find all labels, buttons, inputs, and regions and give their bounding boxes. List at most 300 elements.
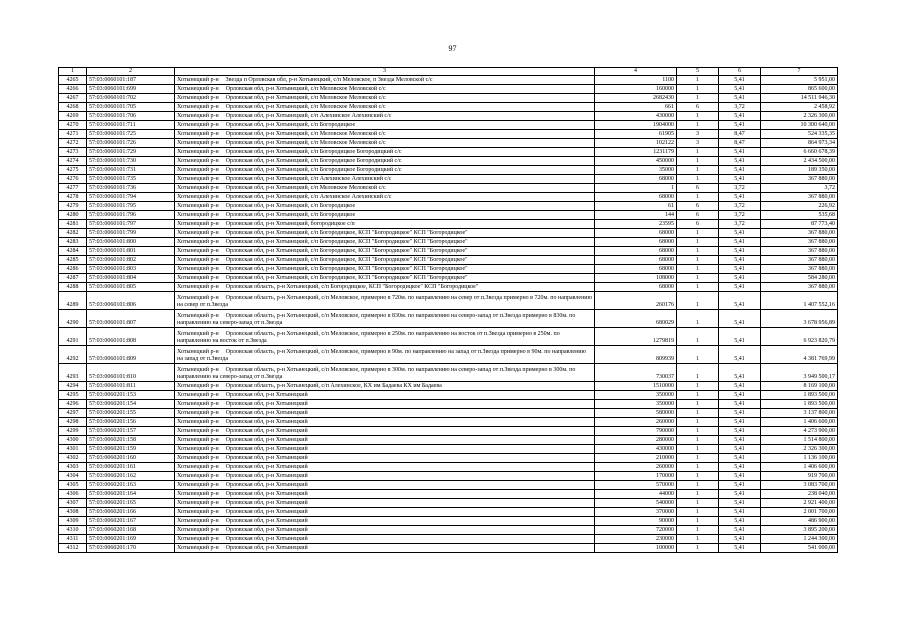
district-text: Хотынецкий р-н bbox=[177, 283, 219, 290]
cadastral-number-cell: 57:03:0060201:159 bbox=[87, 445, 175, 454]
district-text: Хотынецкий р-н bbox=[177, 121, 219, 128]
table-row bbox=[59, 265, 838, 274]
area-cell: 430000 bbox=[595, 112, 677, 121]
table-header-row bbox=[59, 68, 838, 76]
rate-cell: 5,41 bbox=[719, 481, 761, 490]
location-cell bbox=[175, 274, 595, 283]
district-text: Хотынецкий р-н bbox=[177, 247, 219, 254]
rate-cell: 5,41 bbox=[719, 463, 761, 472]
district-text: Хотынецкий р-н bbox=[177, 274, 219, 281]
location-cell bbox=[175, 265, 595, 274]
cadastral-number-cell: 57:03:0060201:168 bbox=[87, 526, 175, 535]
address-text: Орловская обл, р-н Хотынецкий, с/п Меловское Меловской с/с bbox=[225, 85, 386, 92]
category-cell: 1 bbox=[677, 346, 719, 364]
value-cell: 535,68 bbox=[761, 211, 838, 220]
cadastral-number-cell: 57:03:0060101:806 bbox=[87, 292, 175, 310]
row-number-cell: 4275 bbox=[59, 166, 87, 175]
value-cell: 1 893 500,00 bbox=[761, 400, 838, 409]
value-cell: 3,72 bbox=[761, 184, 838, 193]
rate-cell: 5,41 bbox=[719, 238, 761, 247]
district-text: Хотынецкий р-н bbox=[177, 265, 219, 272]
land-registry-table bbox=[58, 67, 838, 553]
value-cell: 367 880,00 bbox=[761, 193, 838, 202]
cadastral-number-cell: 57:03:0060101:731 bbox=[87, 166, 175, 175]
cadastral-number-cell: 57:03:0060201:153 bbox=[87, 391, 175, 400]
location-cell bbox=[175, 292, 595, 310]
category-cell: 1 bbox=[677, 148, 719, 157]
address-text: Звезда п Орловская обл, р-н Хотынецкий, с/п Меловское, п Звезда Меловской с/с bbox=[225, 76, 433, 83]
row-number-cell: 4307 bbox=[59, 499, 87, 508]
area-cell: 720000 bbox=[595, 526, 677, 535]
table-row bbox=[59, 490, 838, 499]
location-cell bbox=[175, 76, 595, 85]
category-cell: 1 bbox=[677, 193, 719, 202]
rate-cell: 5,41 bbox=[719, 310, 761, 328]
cadastral-number-cell: 57:03:0060101:795 bbox=[87, 202, 175, 211]
cadastral-number-cell: 57:03:0060101:809 bbox=[87, 346, 175, 364]
location-cell bbox=[175, 508, 595, 517]
category-cell: 1 bbox=[677, 265, 719, 274]
value-cell: 87 773,40 bbox=[761, 220, 838, 229]
location-cell bbox=[175, 238, 595, 247]
rate-cell: 5,41 bbox=[719, 229, 761, 238]
value-cell: 1 893 500,00 bbox=[761, 391, 838, 400]
category-cell: 1 bbox=[677, 481, 719, 490]
rate-cell: 5,41 bbox=[719, 535, 761, 544]
row-number-cell: 4297 bbox=[59, 409, 87, 418]
location-cell bbox=[175, 121, 595, 130]
row-number-cell: 4303 bbox=[59, 463, 87, 472]
table-row bbox=[59, 400, 838, 409]
value-cell: 6 923 820,79 bbox=[761, 328, 838, 346]
location-cell bbox=[175, 454, 595, 463]
table-row bbox=[59, 94, 838, 103]
area-cell: 730037 bbox=[595, 364, 677, 382]
rate-cell: 5,41 bbox=[719, 544, 761, 553]
area-cell: 108000 bbox=[595, 274, 677, 283]
address-text: Орловская обл, р-н Хотынецкий bbox=[225, 499, 308, 506]
area-cell: 350000 bbox=[595, 400, 677, 409]
location-cell bbox=[175, 526, 595, 535]
district-text: Хотынецкий р-н bbox=[177, 508, 219, 515]
row-number-cell: 4293 bbox=[59, 364, 87, 382]
row-number-cell: 4291 bbox=[59, 328, 87, 346]
column-header: 5 bbox=[677, 68, 719, 76]
location-cell bbox=[175, 463, 595, 472]
district-text: Хотынецкий р-н bbox=[177, 367, 219, 373]
district-text: Хотынецкий р-н bbox=[177, 544, 219, 551]
location-cell bbox=[175, 211, 595, 220]
location-cell bbox=[175, 436, 595, 445]
table-row bbox=[59, 166, 838, 175]
rate-cell: 5,41 bbox=[719, 364, 761, 382]
location-cell bbox=[175, 310, 595, 328]
row-number-cell: 4302 bbox=[59, 454, 87, 463]
district-text: Хотынецкий р-н bbox=[177, 331, 219, 337]
row-number-cell: 4276 bbox=[59, 175, 87, 184]
category-cell: 1 bbox=[677, 364, 719, 382]
table-row bbox=[59, 364, 838, 382]
location-cell bbox=[175, 328, 595, 346]
location-cell bbox=[175, 535, 595, 544]
address-text: Орловская обл, р-н Хотынецкий bbox=[225, 400, 308, 407]
rate-cell: 5,41 bbox=[719, 445, 761, 454]
row-number-cell: 4287 bbox=[59, 274, 87, 283]
value-cell: 367 880,00 bbox=[761, 238, 838, 247]
row-number-cell: 4284 bbox=[59, 247, 87, 256]
row-number-cell: 4267 bbox=[59, 94, 87, 103]
category-cell: 6 bbox=[677, 103, 719, 112]
value-cell: 4 381 769,99 bbox=[761, 346, 838, 364]
cadastral-number-cell: 57:03:0060201:164 bbox=[87, 490, 175, 499]
value-cell: 3 137 800,00 bbox=[761, 409, 838, 418]
location-cell bbox=[175, 130, 595, 139]
location-cell bbox=[175, 283, 595, 292]
value-cell: 5 951,00 bbox=[761, 76, 838, 85]
rate-cell: 5,41 bbox=[719, 85, 761, 94]
category-cell: 1 bbox=[677, 229, 719, 238]
table-row bbox=[59, 310, 838, 328]
row-number-cell: 4310 bbox=[59, 526, 87, 535]
category-cell: 1 bbox=[677, 94, 719, 103]
row-number-cell: 4309 bbox=[59, 517, 87, 526]
rate-cell: 3,72 bbox=[719, 220, 761, 229]
table-row bbox=[59, 463, 838, 472]
area-cell: 68000 bbox=[595, 238, 677, 247]
area-cell: 68000 bbox=[595, 247, 677, 256]
district-text: Хотынецкий р-н bbox=[177, 535, 219, 542]
category-cell: 1 bbox=[677, 274, 719, 283]
cadastral-number-cell: 57:03:0060101:736 bbox=[87, 184, 175, 193]
category-cell: 1 bbox=[677, 166, 719, 175]
location-cell bbox=[175, 544, 595, 553]
cadastral-number-cell: 57:03:0060201:169 bbox=[87, 535, 175, 544]
value-cell: 2 001 700,00 bbox=[761, 508, 838, 517]
category-cell: 1 bbox=[677, 544, 719, 553]
district-text: Хотынецкий р-н bbox=[177, 85, 219, 92]
district-text: Хотынецкий р-н bbox=[177, 220, 219, 227]
area-cell: 61 bbox=[595, 202, 677, 211]
row-number-cell: 4268 bbox=[59, 103, 87, 112]
address-text: Орловская обл, р-н Хотынецкий bbox=[225, 535, 308, 542]
area-cell: 35000 bbox=[595, 166, 677, 175]
rate-cell: 5,41 bbox=[719, 121, 761, 130]
address-text: Орловская обл, р-н Хотынецкий, с/п Богородицкое bbox=[225, 211, 356, 218]
table-row bbox=[59, 499, 838, 508]
rate-cell: 5,41 bbox=[719, 148, 761, 157]
district-text: Хотынецкий р-н bbox=[177, 472, 219, 479]
value-cell: 367 880,00 bbox=[761, 247, 838, 256]
address-text: Орловская обл, р-н Хотынецкий, с/п Алехинское Алехинский с/с bbox=[225, 175, 392, 182]
rate-cell: 5,41 bbox=[719, 454, 761, 463]
cadastral-number-cell: 57:03:0060201:158 bbox=[87, 436, 175, 445]
row-number-cell: 4295 bbox=[59, 391, 87, 400]
row-number-cell: 4265 bbox=[59, 76, 87, 85]
category-cell: 6 bbox=[677, 202, 719, 211]
location-cell bbox=[175, 85, 595, 94]
column-header: 4 bbox=[595, 68, 677, 76]
address-text: Орловская область, р-н Хотынецкий, с/п Меловское, примерно в 90м. по направлению на запад от п.Звезда примерно в 90м. по направлению на запад от п.Звезда bbox=[177, 349, 586, 362]
category-cell: 1 bbox=[677, 472, 719, 481]
table-row bbox=[59, 454, 838, 463]
table-row bbox=[59, 112, 838, 121]
location-cell bbox=[175, 364, 595, 382]
address-text: Орловская обл, р-н Хотынецкий bbox=[225, 436, 308, 443]
rate-cell: 5,41 bbox=[719, 157, 761, 166]
address-text: Орловская обл, р-н Хотынецкий, с/п Богородицкое, КСП "Богородицкое" КСП "Богородицкое" bbox=[225, 274, 468, 281]
area-cell: 1510000 bbox=[595, 382, 677, 391]
category-cell: 1 bbox=[677, 490, 719, 499]
rate-cell: 5,41 bbox=[719, 76, 761, 85]
table-row bbox=[59, 418, 838, 427]
table-row bbox=[59, 247, 838, 256]
row-number-cell: 4306 bbox=[59, 490, 87, 499]
column-header: 6 bbox=[719, 68, 761, 76]
area-cell: 570000 bbox=[595, 481, 677, 490]
table-row bbox=[59, 445, 838, 454]
location-cell bbox=[175, 346, 595, 364]
category-cell: 3 bbox=[677, 139, 719, 148]
row-number-cell: 4288 bbox=[59, 283, 87, 292]
value-cell: 524 335,35 bbox=[761, 130, 838, 139]
value-cell: 1 136 100,00 bbox=[761, 454, 838, 463]
table-row bbox=[59, 436, 838, 445]
cadastral-number-cell: 57:03:0060201:161 bbox=[87, 463, 175, 472]
district-text: Хотынецкий р-н bbox=[177, 517, 219, 524]
area-cell: 2682430 bbox=[595, 94, 677, 103]
cadastral-number-cell: 57:03:0060101:730 bbox=[87, 157, 175, 166]
area-cell: 661 bbox=[595, 103, 677, 112]
cadastral-number-cell: 57:03:0060101:711 bbox=[87, 121, 175, 130]
cadastral-number-cell: 57:03:0060201:160 bbox=[87, 454, 175, 463]
row-number-cell: 4281 bbox=[59, 220, 87, 229]
area-cell: 540000 bbox=[595, 499, 677, 508]
address-text: Орловская обл, р-н Хотынецкий, с/п Богородицкое Богородицкий с/с bbox=[225, 157, 402, 164]
location-cell bbox=[175, 229, 595, 238]
location-cell bbox=[175, 472, 595, 481]
area-cell: 1904000 bbox=[595, 121, 677, 130]
category-cell: 1 bbox=[677, 454, 719, 463]
table-row bbox=[59, 202, 838, 211]
table-row bbox=[59, 535, 838, 544]
row-number-cell: 4301 bbox=[59, 445, 87, 454]
column-header: 2 bbox=[87, 68, 175, 76]
district-text: Хотынецкий р-н bbox=[177, 427, 219, 434]
table-row bbox=[59, 157, 838, 166]
address-text: Орловская обл, р-н Хотынецкий, с/п Богородицкое, КСП "Богородицкое" КСП "Богородицкое" bbox=[225, 238, 468, 245]
value-cell: 3 083 700,00 bbox=[761, 481, 838, 490]
location-cell bbox=[175, 418, 595, 427]
value-cell: 486 900,00 bbox=[761, 517, 838, 526]
cadastral-number-cell: 57:03:0060201:157 bbox=[87, 427, 175, 436]
cadastral-number-cell: 57:03:0060101:799 bbox=[87, 229, 175, 238]
rate-cell: 5,41 bbox=[719, 418, 761, 427]
rate-cell: 8,47 bbox=[719, 139, 761, 148]
category-cell: 1 bbox=[677, 499, 719, 508]
location-cell bbox=[175, 175, 595, 184]
address-text: Орловская область, р-н Хотынецкий, с/п Меловское, примерно в 720м. по направлению на север от п.Звезда примерно в 720м. по направлению на север от п.Звезда bbox=[177, 295, 592, 308]
table-row bbox=[59, 274, 838, 283]
rate-cell: 5,41 bbox=[719, 517, 761, 526]
district-text: Хотынецкий р-н bbox=[177, 94, 219, 101]
category-cell: 1 bbox=[677, 427, 719, 436]
rate-cell: 5,41 bbox=[719, 436, 761, 445]
value-cell: 367 880,00 bbox=[761, 175, 838, 184]
category-cell: 1 bbox=[677, 526, 719, 535]
row-number-cell: 4305 bbox=[59, 481, 87, 490]
area-cell: 680029 bbox=[595, 310, 677, 328]
rate-cell: 5,41 bbox=[719, 175, 761, 184]
address-text: Орловская обл, р-н Хотынецкий bbox=[225, 490, 308, 497]
value-cell: 541 000,00 bbox=[761, 544, 838, 553]
district-text: Хотынецкий р-н bbox=[177, 463, 219, 470]
table-row bbox=[59, 391, 838, 400]
area-cell: 61905 bbox=[595, 130, 677, 139]
category-cell: 3 bbox=[677, 130, 719, 139]
category-cell: 1 bbox=[677, 382, 719, 391]
table-row bbox=[59, 220, 838, 229]
value-cell: 4 273 900,00 bbox=[761, 427, 838, 436]
category-cell: 1 bbox=[677, 256, 719, 265]
cadastral-number-cell: 57:03:0060101:726 bbox=[87, 139, 175, 148]
value-cell: 584 280,00 bbox=[761, 274, 838, 283]
category-cell: 1 bbox=[677, 391, 719, 400]
row-number-cell: 4278 bbox=[59, 193, 87, 202]
area-cell: 1 bbox=[595, 184, 677, 193]
district-text: Хотынецкий р-н bbox=[177, 313, 219, 319]
rate-cell: 5,41 bbox=[719, 499, 761, 508]
table-row bbox=[59, 193, 838, 202]
category-cell: 1 bbox=[677, 247, 719, 256]
value-cell: 189 350,00 bbox=[761, 166, 838, 175]
district-text: Хотынецкий р-н bbox=[177, 295, 219, 301]
district-text: Хотынецкий р-н bbox=[177, 436, 219, 443]
rate-cell: 3,72 bbox=[719, 184, 761, 193]
district-text: Хотынецкий р-н bbox=[177, 409, 219, 416]
location-cell bbox=[175, 445, 595, 454]
cadastral-number-cell: 57:03:0060101:802 bbox=[87, 256, 175, 265]
area-cell: 23595 bbox=[595, 220, 677, 229]
value-cell: 1 244 300,00 bbox=[761, 535, 838, 544]
row-number-cell: 4294 bbox=[59, 382, 87, 391]
rate-cell: 5,41 bbox=[719, 193, 761, 202]
category-cell: 1 bbox=[677, 409, 719, 418]
cadastral-number-cell: 57:03:0060101:805 bbox=[87, 283, 175, 292]
rate-cell: 3,72 bbox=[719, 202, 761, 211]
address-text: Орловская обл, р-н Хотынецкий, с/п Алехинское Алехинский с/с bbox=[225, 193, 392, 200]
cadastral-number-cell: 57:03:0060101:706 bbox=[87, 112, 175, 121]
area-cell: 370000 bbox=[595, 508, 677, 517]
address-text: Орловская обл, р-н Хотынецкий bbox=[225, 391, 308, 398]
value-cell: 6 660 678,39 bbox=[761, 148, 838, 157]
cadastral-number-cell: 57:03:0060201:156 bbox=[87, 418, 175, 427]
area-cell: 260176 bbox=[595, 292, 677, 310]
rate-cell: 5,41 bbox=[719, 166, 761, 175]
cadastral-number-cell: 57:03:0060201:170 bbox=[87, 544, 175, 553]
row-number-cell: 4304 bbox=[59, 472, 87, 481]
category-cell: 1 bbox=[677, 112, 719, 121]
cadastral-number-cell: 57:03:0060101:796 bbox=[87, 211, 175, 220]
location-cell bbox=[175, 400, 595, 409]
value-cell: 864 973,34 bbox=[761, 139, 838, 148]
address-text: Орловская обл, р-н Хотынецкий bbox=[225, 427, 308, 434]
category-cell: 1 bbox=[677, 157, 719, 166]
area-cell: 260000 bbox=[595, 463, 677, 472]
district-text: Хотынецкий р-н bbox=[177, 166, 219, 173]
rate-cell: 5,41 bbox=[719, 292, 761, 310]
value-cell: 367 880,00 bbox=[761, 283, 838, 292]
rate-cell: 5,41 bbox=[719, 346, 761, 364]
cadastral-number-cell: 57:03:0060201:166 bbox=[87, 508, 175, 517]
row-number-cell: 4296 bbox=[59, 400, 87, 409]
table-row bbox=[59, 211, 838, 220]
row-number-cell: 4269 bbox=[59, 112, 87, 121]
column-header: 1 bbox=[59, 68, 87, 76]
row-number-cell: 4283 bbox=[59, 238, 87, 247]
value-cell: 10 300 640,00 bbox=[761, 121, 838, 130]
location-cell bbox=[175, 193, 595, 202]
category-cell: 1 bbox=[677, 76, 719, 85]
area-cell: 68000 bbox=[595, 256, 677, 265]
address-text: Орловская обл, р-н Хотынецкий, с/п Богородицкое Богородицкий с/с bbox=[225, 166, 402, 173]
address-text: Орловская обл, р-н Хотынецкий, с/п Богородицкое bbox=[225, 121, 356, 128]
table-row bbox=[59, 130, 838, 139]
row-number-cell: 4312 bbox=[59, 544, 87, 553]
district-text: Хотынецкий р-н bbox=[177, 481, 219, 488]
address-text: Орловская область, р-н Хотынецкий, с/п Меловское, примерно в 300м. по направлению на северо-запад от п.Звезда примерно в 300м. по направлению на северо-запад от п.Звезда bbox=[177, 367, 576, 380]
table-row bbox=[59, 256, 838, 265]
value-cell: 919 700,00 bbox=[761, 472, 838, 481]
address-text: Орловская обл, р-н Хотынецкий, с/п Меловское Меловской с/с bbox=[225, 130, 386, 137]
area-cell: 160000 bbox=[595, 85, 677, 94]
table-row bbox=[59, 481, 838, 490]
district-text: Хотынецкий р-н bbox=[177, 175, 219, 182]
table-row bbox=[59, 544, 838, 553]
location-cell bbox=[175, 499, 595, 508]
category-cell: 1 bbox=[677, 508, 719, 517]
table-row bbox=[59, 103, 838, 112]
table-row bbox=[59, 427, 838, 436]
rate-cell: 5,41 bbox=[719, 274, 761, 283]
category-cell: 6 bbox=[677, 184, 719, 193]
area-cell: 350000 bbox=[595, 391, 677, 400]
location-cell bbox=[175, 103, 595, 112]
area-cell: 68000 bbox=[595, 229, 677, 238]
value-cell: 8 169 100,00 bbox=[761, 382, 838, 391]
district-text: Хотынецкий р-н bbox=[177, 184, 219, 191]
cadastral-number-cell: 57:03:0060101:801 bbox=[87, 247, 175, 256]
district-text: Хотынецкий р-н bbox=[177, 490, 219, 497]
row-number-cell: 4277 bbox=[59, 184, 87, 193]
district-text: Хотынецкий р-н bbox=[177, 76, 219, 83]
page-number: 97 bbox=[448, 44, 457, 53]
district-text: Хотынецкий р-н bbox=[177, 382, 219, 389]
location-cell bbox=[175, 220, 595, 229]
row-number-cell: 4300 bbox=[59, 436, 87, 445]
area-cell: 102122 bbox=[595, 139, 677, 148]
rate-cell: 5,41 bbox=[719, 391, 761, 400]
value-cell: 1 406 600,00 bbox=[761, 418, 838, 427]
cadastral-number-cell: 57:03:0060101:808 bbox=[87, 328, 175, 346]
table-row bbox=[59, 184, 838, 193]
area-cell: 44000 bbox=[595, 490, 677, 499]
area-cell: 280000 bbox=[595, 436, 677, 445]
rate-cell: 5,41 bbox=[719, 382, 761, 391]
row-number-cell: 4299 bbox=[59, 427, 87, 436]
cadastral-number-cell: 57:03:0060101:794 bbox=[87, 193, 175, 202]
address-text: Орловская обл, р-н Хотынецкий, с/п Богородицкое bbox=[225, 202, 356, 209]
category-cell: 1 bbox=[677, 400, 719, 409]
